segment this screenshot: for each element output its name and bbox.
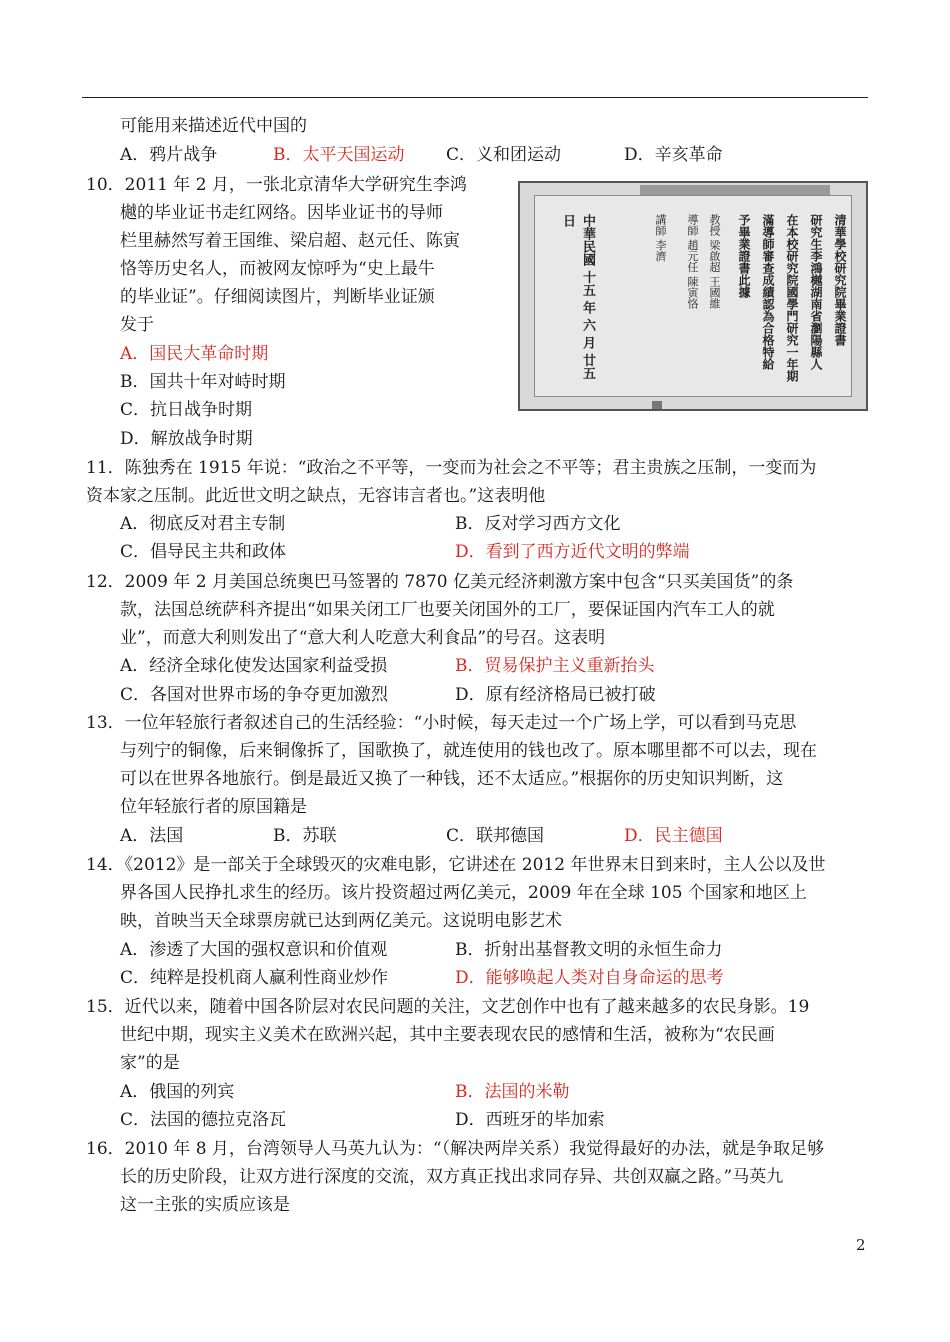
q10-option-c: C．抗日战争时期 [120, 400, 253, 420]
diploma-col-5: 予畢業證書此據 [737, 214, 751, 298]
q10-stem-line6: 发于 [120, 315, 154, 335]
q13-option-a: A．法国 [120, 826, 184, 846]
diploma-paper [534, 195, 852, 397]
q15-stem-line3: 家”的是 [120, 1053, 180, 1073]
page-number: 2 [856, 1236, 866, 1254]
diploma-col-7: 導師 趙元任 陳寅恪 [686, 214, 699, 309]
q9-option-d: D．辛亥革命 [624, 145, 723, 165]
diploma-col-6: 教授 梁啟超 王國維 [708, 214, 721, 309]
diploma-col-8: 講師 李濟 [654, 214, 667, 262]
q15-option-d: D．西班牙的毕加索 [455, 1110, 605, 1130]
q13-stem-line2: 与列宁的铜像，后来铜像拆了，国歌换了，就连使用的钱也改了。原本哪里都不可以去，现在 [120, 741, 817, 761]
q14-stem-line2: 界各国人民挣扎求生的经历。该片投资超过两亿美元，2009 年在全球 105 个国家和地区上 [120, 883, 807, 903]
q10-option-b: B．国共十年对峙时期 [120, 372, 286, 392]
q10-stem-line3: 栏里赫然写着王国维、梁启超、赵元任、陈寅 [120, 231, 460, 251]
q11-option-c: C．倡导民主共和政体 [120, 542, 287, 562]
q16-stem-line1: 16．2010 年 8 月，台湾领导人马英九认为：“（解决两岸关系）我觉得最好的办法，就是争取足够 [86, 1139, 825, 1159]
diploma-col-1: 清華學校研究院畢業證書 [833, 214, 847, 346]
q14-option-a: A．渗透了大国的强权意识和价值观 [120, 940, 388, 960]
q12-option-b: B．贸易保护主义重新抬头 [455, 656, 655, 676]
diploma-photo [518, 181, 868, 411]
photo-header-strip [640, 185, 830, 195]
photo-mark [652, 401, 662, 411]
q15-stem-line2: 世纪中期，现实主义美术在欧洲兴起，其中主要表现农民的感情和生活，被称为“农民画 [120, 1025, 775, 1045]
q15-option-c: C．法国的德拉克洛瓦 [120, 1110, 287, 1130]
q9-option-a: A．鸦片战争 [120, 145, 218, 165]
q13-option-c: C．联邦德国 [446, 826, 545, 846]
q14-option-b: B．折射出基督教文明的永恒生命力 [455, 940, 723, 960]
q11-stem-line1: 11．陈独秀在 1915 年说：“政治之不平等，一变而为社会之不平等；君主贵族之压制，一变而为 [86, 458, 817, 478]
diploma-col-4: 滿導師審查成績認為合格特給 [761, 214, 775, 370]
q12-stem-line1: 12．2009 年 2 月美国总统奥巴马签署的 7870 亿美元经济刺激方案中包含“只买美国货”的条 [86, 572, 794, 592]
q11-option-d: D．看到了西方近代文明的弊端 [455, 542, 690, 562]
q13-stem-line3: 可以在世界各地旅行。倒是最近又换了一种钱，还不太适应。”根据你的历史知识判断，这 [120, 769, 784, 789]
q16-stem-line2: 长的历史阶段，让双方进行深度的交流，双方真正找出求同存异、共创双赢之路。”马英九 [120, 1167, 784, 1187]
q12-option-d: D．原有经济格局已被打破 [455, 685, 656, 705]
q15-option-a: A．俄国的列宾 [120, 1082, 235, 1102]
q16-stem-line3: 这一主张的实质应该是 [120, 1195, 290, 1215]
q11-stem-line2: 资本家之压制。此近世文明之缺点，无容讳言者也。”这表明他 [86, 486, 546, 506]
q12-option-c: C．各国对世界市场的争夺更加激烈 [120, 685, 389, 705]
q10-option-a: A．国民大革命时期 [120, 344, 269, 364]
q9-stem-tail: 可能用来描述近代中国的 [120, 116, 307, 136]
q15-option-b: B．法国的米勒 [455, 1082, 570, 1102]
q14-option-d: D．能够唤起人类对自身命运的思考 [455, 968, 724, 988]
q10-stem-line4: 恪等历史名人，而被网友惊呼为“史上最牛 [120, 259, 435, 279]
q10-stem-line2: 樾的毕业证书走红网络。因毕业证书的导师 [120, 203, 443, 223]
q10-stem-line5: 的毕业证”。仔细阅读图片，判断毕业证颁 [120, 287, 435, 307]
q9-option-b: B．太平天国运动 [273, 145, 405, 165]
q13-stem-line4: 位年轻旅行者的原国籍是 [120, 797, 307, 817]
q12-stem-line2: 款，法国总统萨科齐提出“如果关闭工厂也要关闭国外的工厂，要保证国内汽车工人的就 [120, 600, 775, 620]
q13-option-b: B．苏联 [273, 826, 337, 846]
diploma-date-col: 中華民國 十五 年 六 月 廿五 日 [560, 214, 595, 380]
q13-stem-line1: 13．一位年轻旅行者叙述自己的生活经验：“小时候，每天走过一个广场上学，可以看到马克思 [86, 713, 797, 733]
q11-option-b: B．反对学习西方文化 [455, 514, 621, 534]
q11-option-a: A．彻底反对君主专制 [120, 514, 286, 534]
q14-stem-line1: 14．《2012》是一部关于全球毁灭的灾难电影，它讲述在 2012 年世界末日到来时，主人公以及世 [86, 855, 826, 875]
q14-stem-line3: 映，首映当天全球票房就已达到两亿美元。这说明电影艺术 [120, 911, 562, 931]
q10-option-d: D．解放战争时期 [120, 429, 253, 449]
q12-stem-line3: 业”，而意大利则发出了“意大利人吃意大利食品”的号召。这表明 [120, 628, 606, 648]
q14-option-c: C．纯粹是投机商人赢利性商业炒作 [120, 968, 389, 988]
header-rule [82, 97, 868, 98]
q13-option-d: D．民主德国 [624, 826, 723, 846]
q15-stem-line1: 15．近代以来，随着中国各阶层对农民问题的关注，文艺创作中也有了越来越多的农民身影。19 [86, 997, 810, 1017]
q9-option-c: C．义和团运动 [446, 145, 562, 165]
q12-option-a: A．经济全球化使发达国家利益受损 [120, 656, 388, 676]
diploma-col-2: 研究生李鴻樾湖南省瀏陽縣人 [809, 214, 823, 370]
diploma-col-3: 在本校研究院國學門研究一年期 [785, 214, 799, 382]
q10-stem-line1: 10．2011 年 2 月，一张北京清华大学研究生李鸿 [86, 175, 467, 195]
